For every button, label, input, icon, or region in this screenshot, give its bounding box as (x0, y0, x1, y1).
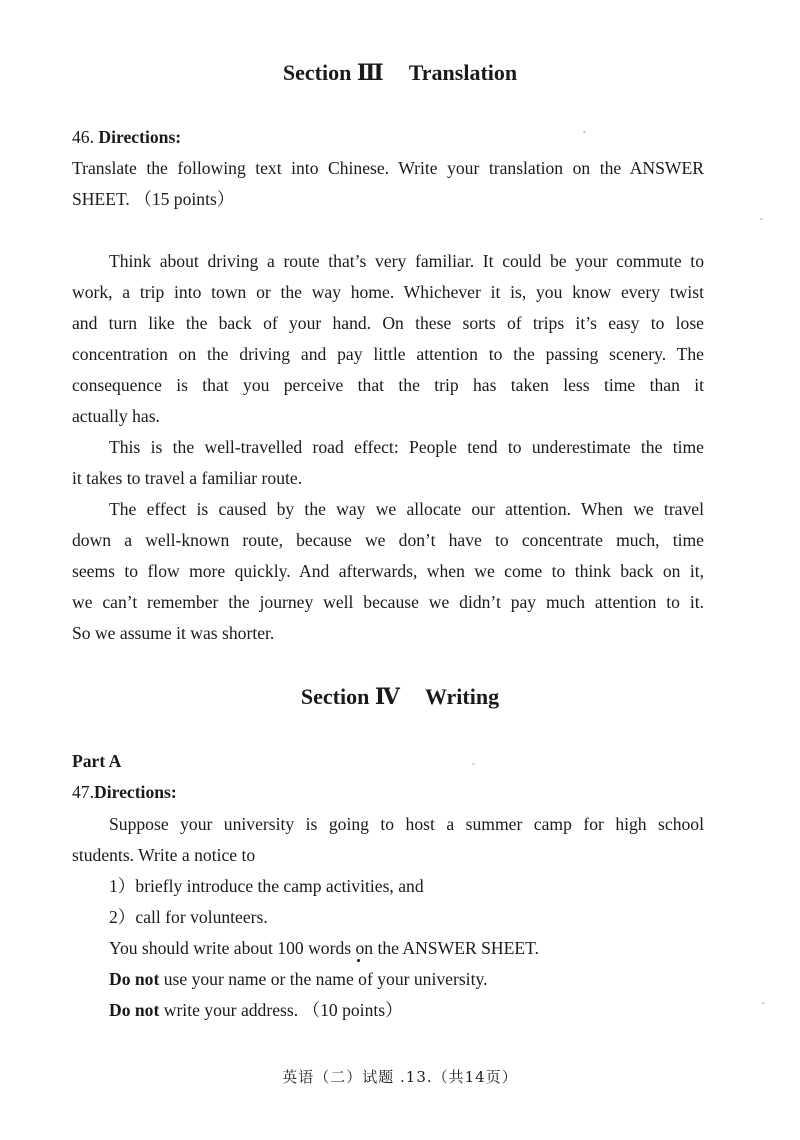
q47-list-item: 1）briefly introduce the camp activities, and (109, 876, 424, 896)
page-footer: 英语（二）试题 .13.（共14页） (282, 1068, 518, 1086)
word-count-rest: the ANSWER SHEET. (373, 938, 539, 958)
q46-directions-line (72, 125, 704, 149)
q47-directions-line (72, 780, 704, 804)
q47-rule-address (109, 998, 704, 1022)
passage-line: and turn like the back of your hand. On these sorts of trips it’s easy to lose (72, 313, 704, 333)
q47-intro-line: Suppose your university is going to host a summer camp for high school (109, 814, 704, 834)
q46-number: 46. (72, 127, 94, 147)
part-a-title: Part A (72, 751, 122, 771)
passage-line: concentration on the driving and pay little attention to the passing scenery. The (72, 344, 704, 364)
section-3-heading (0, 59, 800, 87)
passage-line: This is the well-travelled road effect: People tend to underestimate the time (109, 437, 704, 457)
passage-line: The effect is caused by the way we allocate our attention. When we travel (109, 499, 704, 519)
scan-speck (472, 763, 475, 765)
q47-intro-line: students. Write a notice to (72, 845, 256, 865)
passage-line: down a well-known route, because we don’t have to concentrate much, time (72, 530, 704, 550)
scan-speck (760, 218, 763, 220)
scan-speck (583, 131, 586, 133)
passage-line: we can’t remember the journey well because we didn’t pay much attention to it. (72, 592, 704, 612)
section-4-title: Writing (424, 684, 500, 709)
q47-list-item: 2）call for volunteers. (109, 907, 268, 927)
word-count-text: You should write about 100 words (109, 938, 356, 958)
section-4-heading (0, 683, 800, 711)
rule-text: write your address. （10 points） (159, 1000, 403, 1020)
section-3-label: Section (282, 60, 352, 85)
section-4-label: Section (300, 684, 370, 709)
q47-number: 47. (72, 782, 94, 802)
rule-text: use your name or the name of your university. (159, 969, 488, 989)
passage-line: seems to flow more quickly. And afterwards, when we come to think back on it, (72, 561, 704, 581)
q46-directions-label: Directions: (98, 127, 182, 147)
passage-line: consequence is that you perceive that the trip has taken less time than it (72, 375, 704, 395)
emphasis-on: on (355, 938, 374, 958)
passage-line: work, a trip into town or the way home. Whichever it is, you know every twist (72, 282, 704, 302)
scan-speck (762, 1002, 765, 1004)
rule-emphasis: Do not (109, 1000, 160, 1020)
passage-line: Think about driving a route that’s very familiar. It could be your commute to (109, 251, 704, 271)
section-3-numeral: Ⅲ (356, 60, 384, 85)
q47-rule-name (109, 967, 704, 991)
section-3-title: Translation (408, 60, 518, 85)
q46-instruction-line: Translate the following text into Chinese. Write your translation on the ANSWER (72, 158, 704, 178)
section-4-numeral: Ⅳ (374, 684, 400, 709)
q47-directions-label: Directions: (94, 782, 177, 802)
rule-emphasis: Do not (109, 969, 160, 989)
passage-line: actually has. (72, 406, 160, 426)
passage-line: it takes to travel a familiar route. (72, 468, 303, 488)
q46-instruction-line: SHEET. （15 points） (72, 189, 235, 209)
q47-word-count-line (109, 936, 704, 960)
passage-line: So we assume it was shorter. (72, 623, 275, 643)
